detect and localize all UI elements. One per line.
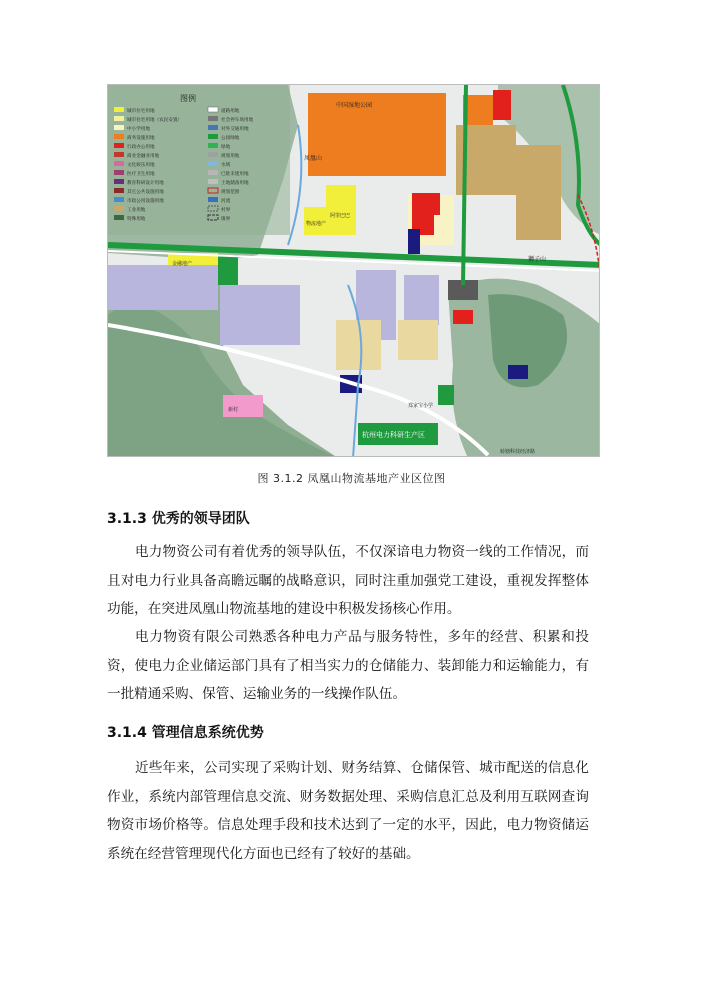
legend-left-label-9: 其它公共设施用地	[127, 190, 164, 195]
legend-right-label-2: 对外交通用地	[221, 127, 249, 132]
land-use-map-figure	[107, 84, 600, 457]
legend-left-label-8: 教育科研设计用地	[127, 181, 164, 186]
zone-logistics-west	[108, 265, 218, 310]
map-label-tech-road: 转塘科技经济路	[500, 449, 536, 455]
legend-left-label-5: 商业金融业用地	[127, 154, 160, 159]
zone-pink	[223, 395, 263, 417]
zone-industrial-2	[336, 320, 381, 370]
legend-right-label-10: 河流	[221, 199, 231, 204]
map-label-east-hill: 狮子山	[528, 256, 547, 263]
zone-green-2	[438, 385, 454, 405]
zone-red-3	[453, 310, 473, 324]
map-label-new-village: 新村	[228, 407, 239, 413]
zone-red-ne	[493, 90, 511, 120]
map-label-site-c: 金融地产	[172, 261, 193, 267]
legend-right-label-6: 水域	[221, 163, 231, 168]
paragraph-mis-1: 近些年来，公司实现了采购计划、财务结算、仓储保管、城市配送的信息化作业，系统内部管理信息交流、财务数据处理、采购信息汇总及利用互联网查询物资市场价格等。信息处理手段和技术达到了一定的水平，因此，电力物资储运系统在经营管理现代化方面也已经有了较好的基础。	[107, 760, 589, 862]
zone-green-1	[218, 255, 238, 285]
land-use-map	[108, 85, 600, 457]
map-label-mountain: 凤凰山	[304, 155, 323, 162]
legend-left-label-4: 行政办公用地	[127, 145, 155, 150]
legend-right-label-0: 道路用地	[221, 109, 240, 114]
legend-right-label-3: 公园绿地	[221, 136, 240, 141]
legend-left-label-2: 中小学用地	[127, 127, 150, 132]
legend-right-label-7: 已批未建用地	[221, 172, 249, 177]
legend-left-label-12: 特殊用地	[127, 217, 146, 222]
zone-logistics-1	[220, 285, 300, 345]
section-heading-mis: 3.1.4 管理信息系统优势	[107, 725, 264, 741]
legend-right-label-8: 土地储备用地	[221, 181, 249, 186]
map-label-research-zone: 杭州电力科研生产区	[362, 431, 425, 439]
zone-navy-3	[508, 365, 528, 379]
paragraph-leadership-1: 电力物资公司有着优秀的领导队伍，不仅深谙电力物资一线的工作情况，而且对电力行业具备高瞻远瞩的战略意识，同时注重加强党工建设，重视发挥整体功能，在突进凤凰山物流基地的建设中积极发扬核心作用。	[107, 544, 589, 617]
map-label-site-a: 阿里巴巴	[330, 213, 351, 219]
legend-right-label-9: 规划范围	[221, 190, 240, 195]
map-label-site-b: 物流地产	[306, 221, 327, 227]
figure-caption: 图 3.1.2 凤凰山物流基地产业区位图	[257, 472, 446, 485]
zone-logistics-3	[404, 275, 439, 325]
legend-right-label-1: 社会停车场用地	[221, 118, 254, 123]
legend-left-label-6: 文化娱乐用地	[127, 163, 155, 168]
legend-left-label-1: 城市住宅用地（农民安置）	[127, 118, 183, 123]
map-label-school: 郑家宝小学	[408, 403, 434, 409]
legend-title: 图例	[180, 94, 196, 103]
zone-commercial-north	[308, 93, 446, 176]
legend-left-label-0: 城市住宅用地	[127, 109, 155, 114]
paragraph-leadership-2: 电力物资有限公司熟悉各种电力产品与服务特性，多年的经营、积累和投资，使电力企业储运部门具有了相当实力的仓储能力、装卸能力和运输能力，有一批精通采购、保管、运输业务的一线操作队伍。	[107, 629, 589, 702]
legend-left-label-3: 商务设施用地	[127, 136, 155, 141]
legend-right-label-11: 村界	[221, 208, 231, 213]
legend-left-label-11: 工业用地	[127, 208, 146, 213]
zone-navy-1	[408, 229, 420, 254]
zone-industrial-3	[398, 320, 438, 360]
legend-left-label-7: 医疗卫生用地	[127, 172, 155, 177]
legend-right-label-5: 规划用地	[221, 154, 240, 159]
legend-left-label-10: 市政公用设施用地	[127, 199, 164, 204]
map-label-top-park: 中国湿地公园	[336, 102, 373, 109]
legend-right-label-4: 绿地	[221, 145, 231, 150]
legend-right-label-12: 镇界	[221, 217, 231, 222]
zone-red-1	[412, 193, 440, 215]
zone-industrial-east	[516, 145, 561, 240]
section-heading-leadership: 3.1.3 优秀的领导团队	[107, 511, 250, 527]
